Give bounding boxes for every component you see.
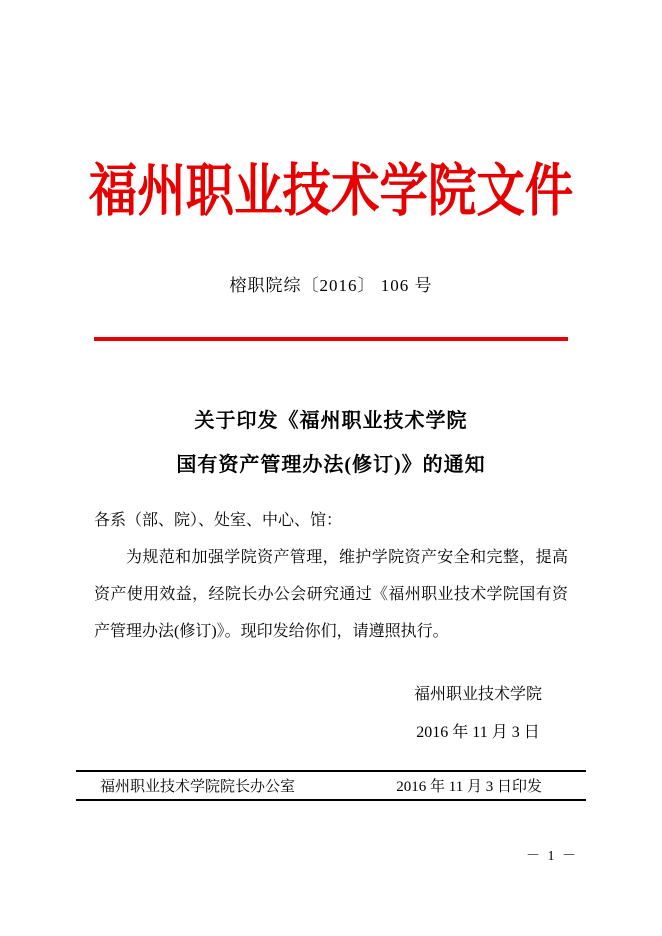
red-divider-line — [94, 337, 568, 341]
doc-title — [0, 399, 662, 487]
doc-title-line1: 关于印发《福州职业技术学院 — [194, 410, 468, 432]
doc-number: 榕职院综〔2016〕 106 号 — [229, 276, 433, 295]
footer-print-date: 2016 年 11 月 3 日印发 — [396, 779, 542, 795]
signature-inner — [414, 676, 542, 752]
body-paragraph: 为规范和加强学院资产管理，维护学院资产安全和完整，提高资产使用效益，经院长办公会研究通过《福州职业技术学院国有资产管理办法(修订)》。现印发给你们，请遵照执行。 — [94, 549, 568, 640]
signature-name: 福州职业技术学院 — [413, 686, 542, 703]
doc-title-line2: 国有资产管理办法(修订)》的通知 — [176, 454, 486, 476]
signature-date: 2016 年 11 月 3 日 — [416, 724, 540, 741]
salutation: 各系（部、院）、处室、中心、馆： — [94, 512, 343, 529]
footer-bar — [76, 770, 586, 801]
masthead-title: 福州职业技术学院文件 — [88, 160, 574, 223]
page-number: － 1 － — [526, 849, 578, 864]
body-content — [94, 502, 568, 650]
footer-issuer: 福州职业技术学院院长办公室 — [100, 779, 296, 795]
signature-block — [94, 676, 568, 752]
